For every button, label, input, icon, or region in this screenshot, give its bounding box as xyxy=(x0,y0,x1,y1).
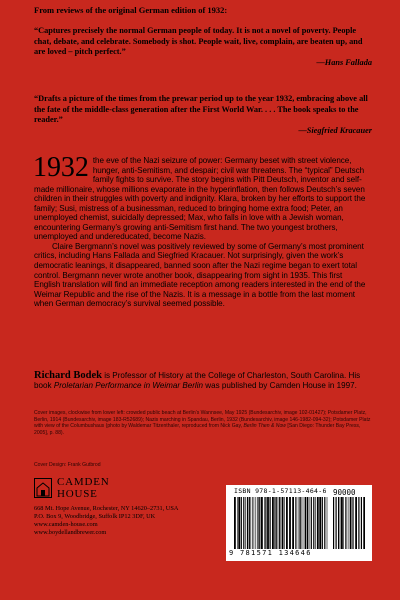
barcode xyxy=(226,485,372,561)
isbn-number: ISBN 978-1-57113-464-6 xyxy=(234,487,327,495)
camden-house-icon xyxy=(34,478,52,498)
quote-text: “Drafts a picture of the times from the prewar period up to the year 1932, embracing above all the fate of the middle-class generation after the First World War. . . . The book speaks to the reader.” xyxy=(34,94,368,125)
address-line: P.O. Box 9, Woodbridge, Suffolk IP12 3DF, UK xyxy=(34,513,156,520)
publisher-logo xyxy=(34,477,130,499)
description-paragraph: Claire Bergmann’s novel was positively reviewed by some of Germany’s most prominent critics, including Hans Fallada and Siegfried Kracauer. Not surprisingly, given the work’s democratic leanings, it disappeared, banned soon after the Nazi regime began to exert total control. Bergmann never wrote another book, disappearing from sight in 1935. This first English translation will find an immediate reception among readers interested in the end of the Weimar Republic and the rise of the Nazis. It is a message in a bottle from the last moment when German democracy’s survival seemed possible. xyxy=(34,241,366,309)
barcode-bars-icon xyxy=(234,497,328,549)
barcode-supplement-bars-icon xyxy=(333,497,365,549)
description-text: the eve of the Nazi seizure of power: Germany beset with street violence, hunger, anti-Semitism, and despair; civil war threatens. The “typical” Deutsch family fights to survive. The story begins with Pitt Deutsch, inventor and self-made millionaire, whose millions evaporate in the hyperinflation, then follows Deutsch’s seven children in their struggles with poverty and indignity. Klara, broken by her efforts to support the family; Susi, mistress of a businessman, reduced to bringing home extra food; Peter, an unemployed chemist, suicidally depressed; Max, who falls in love with a Jewish woman, encountering Germany’s growing anti-Semitism first hand. The two youngest brothers, unemployed and undereducated, become Nazis. xyxy=(34,156,366,242)
review-quote-kracauer xyxy=(34,94,372,136)
reviews-heading: From reviews of the original German edition of 1932: xyxy=(34,5,228,15)
author-bio-text: was published by Camden House in 1997. xyxy=(203,380,357,390)
author-bio xyxy=(34,371,372,390)
credits-text: [San Diego: Thunder Bay Press, 2005], p. 88). xyxy=(34,423,361,436)
review-quote-fallada xyxy=(34,26,372,68)
barcode-number: 9 781571 134646 xyxy=(229,549,312,557)
quote-attribution: —Siegfried Kracauer xyxy=(298,125,372,135)
quote-attribution: —Hans Fallada xyxy=(316,57,372,67)
credits-book-title: Berlin Then & Now xyxy=(243,423,286,430)
description-paragraph xyxy=(33,152,370,242)
address-line: www.boydellandbrewer.com xyxy=(34,529,107,536)
quote-text: “Captures precisely the normal German people of today. It is not a novel of poverty. People chat, debate, and celebrate. Somebody is shot. People wait, live, complain, are beaten up, and are loved – pitch perfect.” xyxy=(34,26,363,57)
publisher-name: CAMDEN HOUSE xyxy=(57,476,110,500)
drop-year: 1932 xyxy=(33,152,89,183)
address-line: www.camden-house.com xyxy=(34,521,98,528)
author-book-title: Proletarian Performance in Weimar Berlin xyxy=(53,380,204,390)
credits-text: Cover images, clockwise from lower left: crowded public beach at Berlin’s Wannsee, May 1925 (Bundesarchiv, image 102-01427); Potsdamer Platz, Berlin, 1914 (Bundesarchiv, image 183-R52689); Nazis marching in Spandau, Berlin, 1932 (Bundesarchiv, image 146-1982-094-32); Potsdamer Platz with view of the Columbushaus (photo by Waldemar Titzenthaler, reproduced from Nick Gay, xyxy=(34,410,371,430)
author-name: Richard Bodek xyxy=(34,370,102,381)
book-description xyxy=(33,152,370,309)
barcode-supplement-number: 90000 xyxy=(333,488,356,497)
cover-design-credit: Cover Design: Frank Gutbrod xyxy=(34,462,101,468)
publisher-address xyxy=(34,505,234,537)
address-line: 668 Mt. Hope Avenue, Rochester, NY 14620–2731, USA xyxy=(34,505,179,512)
author-bio-text: is Professor of History at the College of Charleston, South Carolina. His book xyxy=(34,371,361,390)
cover-image-credits xyxy=(34,410,372,436)
